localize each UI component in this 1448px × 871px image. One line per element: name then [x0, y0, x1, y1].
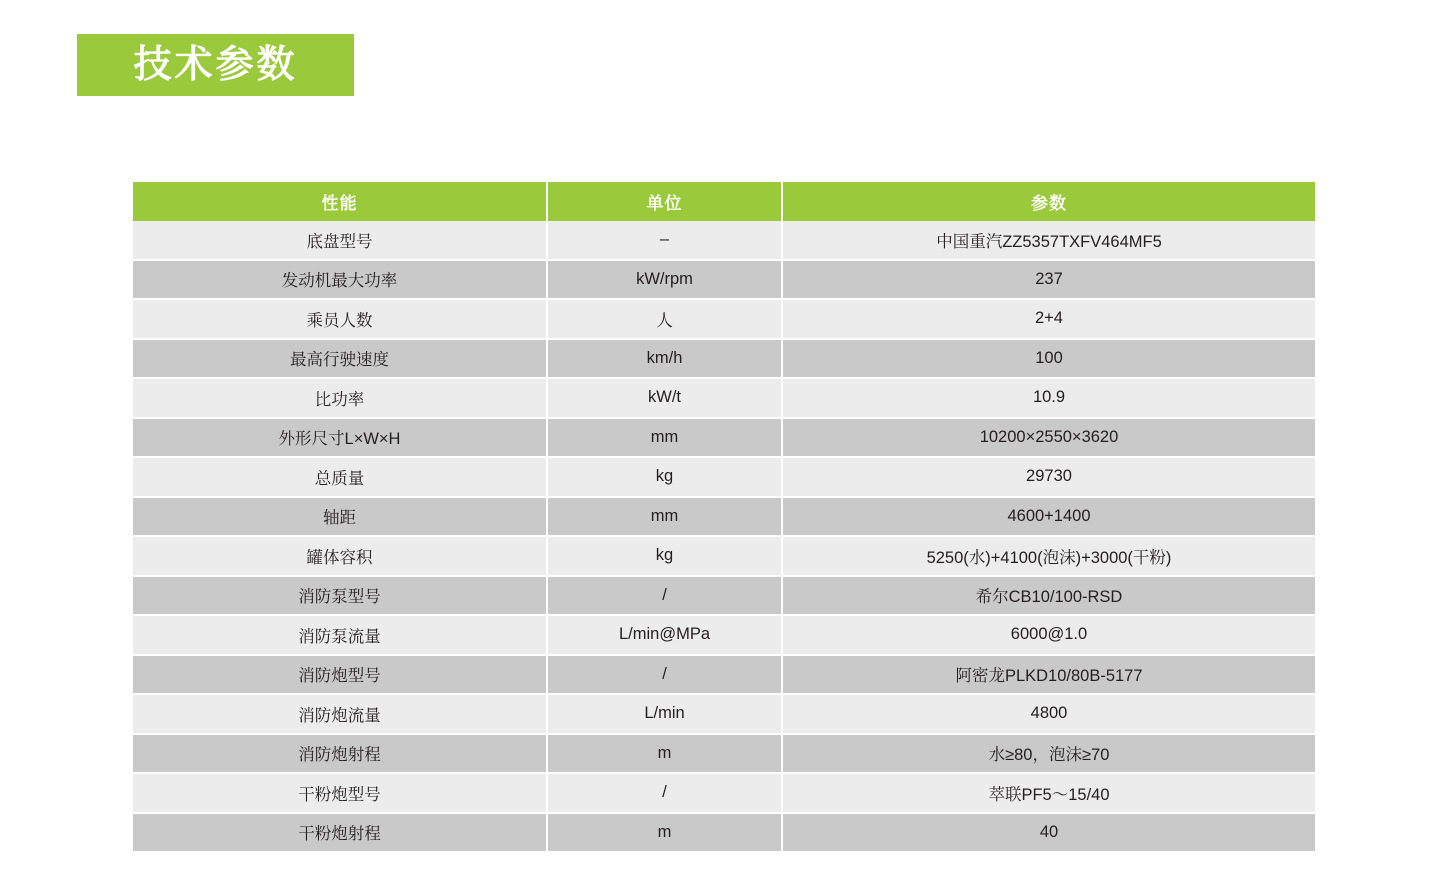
row-unit: kW/rpm — [547, 260, 782, 300]
row-value: 阿密龙PLKD10/80B-5177 — [782, 655, 1315, 695]
row-value: 6000@1.0 — [782, 615, 1315, 655]
row-unit: / — [547, 655, 782, 695]
table-row — [133, 576, 1315, 616]
table-body — [133, 221, 1315, 852]
row-name: 总质量 — [133, 457, 547, 497]
table-row — [133, 497, 1315, 537]
column-header-parameter: 参数 — [782, 182, 1315, 221]
row-name: 最高行驶速度 — [133, 339, 547, 379]
row-name: 外形尺寸L×W×H — [133, 418, 547, 458]
row-value: 100 — [782, 339, 1315, 379]
column-header-performance: 性能 — [133, 182, 547, 221]
row-name: 比功率 — [133, 378, 547, 418]
row-name: 底盘型号 — [133, 221, 547, 260]
row-value: 4600+1400 — [782, 497, 1315, 537]
row-value: 29730 — [782, 457, 1315, 497]
row-name: 轴距 — [133, 497, 547, 537]
table-row — [133, 536, 1315, 576]
row-unit: / — [547, 576, 782, 616]
row-name: 消防泵流量 — [133, 615, 547, 655]
page-title: 技术参数 — [133, 44, 298, 86]
row-name: 罐体容积 — [133, 536, 547, 576]
row-unit: L/min — [547, 694, 782, 734]
row-value: 中国重汽ZZ5357TXFV464MF5 — [782, 221, 1315, 260]
row-unit: kg — [547, 457, 782, 497]
table-row — [133, 773, 1315, 813]
page-title-banner — [77, 34, 354, 96]
table-row — [133, 418, 1315, 458]
table-row — [133, 694, 1315, 734]
table-row — [133, 378, 1315, 418]
row-value: 2+4 — [782, 299, 1315, 339]
table-header — [133, 182, 1315, 221]
row-unit: mm — [547, 497, 782, 537]
row-name: 干粉炮型号 — [133, 773, 547, 813]
row-unit: m — [547, 734, 782, 774]
row-unit: m — [547, 813, 782, 853]
row-unit: 人 — [547, 299, 782, 339]
row-name: 消防炮射程 — [133, 734, 547, 774]
table-row — [133, 457, 1315, 497]
row-value: 水≥80，泡沫≥70 — [782, 734, 1315, 774]
table-row — [133, 615, 1315, 655]
row-value: 10200×2550×3620 — [782, 418, 1315, 458]
row-unit: mm — [547, 418, 782, 458]
row-value: 4800 — [782, 694, 1315, 734]
row-name: 消防炮流量 — [133, 694, 547, 734]
table-row — [133, 260, 1315, 300]
row-unit: / — [547, 773, 782, 813]
column-header-unit: 单位 — [547, 182, 782, 221]
table-row — [133, 655, 1315, 695]
specifications-table — [133, 182, 1315, 853]
table-row — [133, 221, 1315, 260]
row-value: 5250(水)+4100(泡沫)+3000(干粉) — [782, 536, 1315, 576]
table-row — [133, 299, 1315, 339]
row-value: 萃联PF5～15/40 — [782, 773, 1315, 813]
row-unit: km/h — [547, 339, 782, 379]
table-row — [133, 813, 1315, 853]
row-name: 乘员人数 — [133, 299, 547, 339]
table-header-row — [133, 182, 1315, 221]
row-name: 发动机最大功率 — [133, 260, 547, 300]
table-row — [133, 734, 1315, 774]
row-value: 237 — [782, 260, 1315, 300]
row-name: 干粉炮射程 — [133, 813, 547, 853]
row-value: 希尔CB10/100-RSD — [782, 576, 1315, 616]
row-unit: – — [547, 221, 782, 260]
row-unit: L/min@MPa — [547, 615, 782, 655]
row-value: 10.9 — [782, 378, 1315, 418]
row-value: 40 — [782, 813, 1315, 853]
table-row — [133, 339, 1315, 379]
row-name: 消防泵型号 — [133, 576, 547, 616]
row-unit: kg — [547, 536, 782, 576]
row-unit: kW/t — [547, 378, 782, 418]
row-name: 消防炮型号 — [133, 655, 547, 695]
